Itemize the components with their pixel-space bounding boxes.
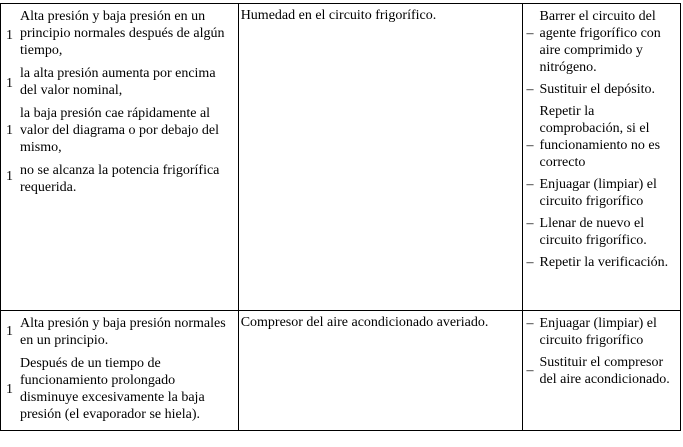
remedy-cell (522, 311, 680, 431)
symptom-text: no se alcanza la potencia frigorífica requerida. (20, 163, 220, 195)
dash-bullet: – (526, 316, 534, 331)
dash-bullet: – (526, 26, 534, 41)
symptom-number: 1 (6, 169, 13, 184)
symptom-item (1, 105, 238, 156)
table-row (1, 4, 681, 311)
cause-text: Humedad en el circuito frigorífico. (240, 8, 437, 23)
remedy-cell (522, 4, 680, 311)
symptom-number: 1 (6, 324, 13, 339)
remedy-item (523, 354, 680, 388)
symptoms-cell (1, 311, 239, 431)
remedy-list (523, 311, 680, 391)
cause-cell (238, 4, 522, 311)
dash-bullet: – (526, 177, 534, 192)
dash-bullet: – (526, 138, 534, 153)
remedy-text: Enjuagar (limpiar) el circuito frigorífico (539, 316, 657, 348)
symptom-item (1, 355, 238, 423)
diagnosis-table (0, 3, 681, 431)
table-row (1, 311, 681, 431)
remedy-text: Repetir la verificación. (539, 255, 669, 270)
cause-cell (238, 311, 522, 431)
dash-bullet: – (526, 363, 534, 378)
cause-text: Compresor del aire acondicionado averiado. (240, 315, 489, 330)
symptom-number: 1 (6, 28, 13, 43)
remedy-text: Llenar de nuevo el circuito frigorífico. (539, 216, 647, 248)
remedy-text: Enjuagar (limpiar) el circuito frigorífico (539, 177, 657, 209)
remedy-text: Sustituir el depósito. (539, 82, 656, 97)
dash-bullet: – (526, 216, 534, 231)
symptoms-cell (1, 4, 239, 311)
symptom-item (1, 8, 238, 59)
remedy-text: Repetir la comprobación, si el funcionamiento no es correcto (539, 104, 661, 170)
symptom-item (1, 162, 238, 196)
symptom-number: 1 (6, 76, 13, 91)
remedy-item (523, 254, 680, 271)
dash-bullet: – (526, 82, 534, 97)
remedy-item (523, 176, 680, 210)
remedy-text: Sustituir el compresor del aire acondicionado. (539, 355, 670, 387)
remedy-item (523, 81, 680, 98)
remedy-item (523, 103, 680, 171)
symptom-text: Alta presión y baja presión en un principio normales después de algún tiempo, (20, 9, 225, 58)
remedy-list (523, 4, 680, 274)
remedy-item (523, 8, 680, 76)
symptom-text: Después de un tiempo de funcionamiento prolongado disminuye excesivamente la baja presión (el evaporador se hiela). (20, 356, 205, 422)
symptom-text: Alta presión y baja presión normales en un principio. (20, 316, 226, 348)
symptom-text: la alta presión aumenta por encima del valor nominal, (20, 66, 216, 98)
symptom-text: la baja presión cae rápidamente al valor del diagrama o por debajo del mismo, (20, 106, 220, 155)
remedy-item (523, 215, 680, 249)
remedy-text: Barrer el circuito del agente frigorífico con aire comprimido y nitrógeno. (539, 9, 661, 75)
dash-bullet: – (526, 255, 534, 270)
symptom-item (1, 65, 238, 99)
symptom-item (1, 315, 238, 349)
symptom-number: 1 (6, 382, 13, 397)
remedy-item (523, 315, 680, 349)
symptom-number: 1 (6, 123, 13, 138)
